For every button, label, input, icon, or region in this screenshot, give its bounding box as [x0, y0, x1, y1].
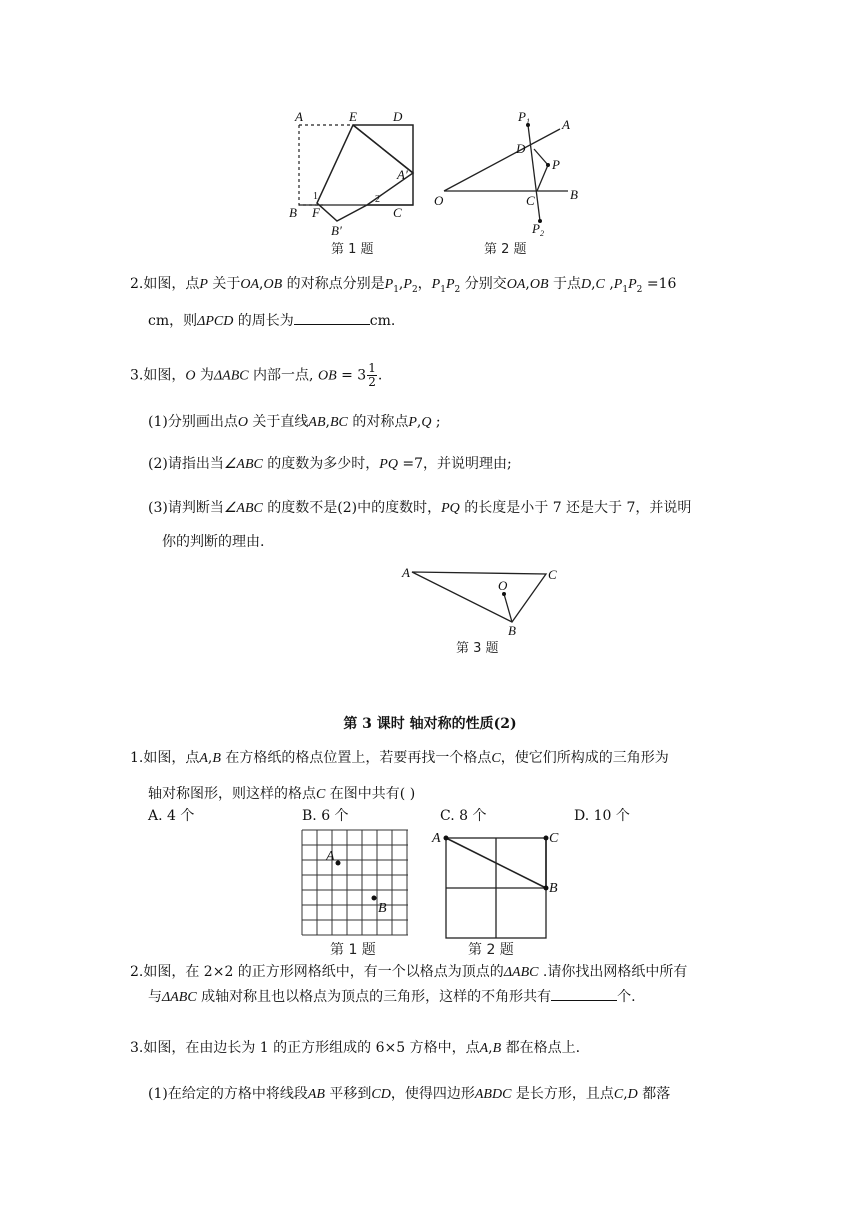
fig5-point-B [544, 886, 549, 891]
fig2-label-C: C [526, 193, 535, 208]
fig2-label-D: D [516, 141, 526, 156]
s2q1-line-2: 轴对称图形，则这样的格点C 在图中共有( ) [148, 786, 416, 802]
q3-line-1: 3.如图，O 为ΔABC 内部一点, OB = 3 $\frac{1}{2}$ . [130, 361, 383, 389]
fig5-caption: 第 2 题 [468, 942, 514, 958]
fig2-label-P1: $P_1$ [518, 109, 530, 126]
fig1-label-C: C [393, 205, 402, 220]
fig3-label-A: A [402, 565, 410, 580]
option-c[interactable]: C. 8 个 [440, 808, 487, 824]
fig1-label-A-prime: A′ [397, 167, 408, 182]
figure-1 [285, 105, 420, 260]
fig1-label-D: D [393, 109, 403, 124]
fig5-label-C: C [549, 831, 559, 846]
q3-fraction: $\frac{1}{2}$ [368, 361, 376, 389]
fig3-label-C: C [548, 567, 557, 582]
fig3-caption: 第 3 题 [456, 641, 499, 656]
fig2-label-O: O [434, 193, 444, 208]
fig4-label-A: A [326, 849, 335, 864]
fig2-label-P2: $P_2$ [532, 221, 544, 238]
fig1-label-F: F [312, 205, 320, 220]
fig4-point-B [372, 896, 377, 901]
fig3-label-O: O [498, 578, 508, 593]
figure-4-grid [296, 826, 416, 960]
fig2-point-P [546, 163, 550, 167]
s2q2-answer-blank[interactable] [551, 986, 617, 1001]
fig1-angle-1: 1 [313, 191, 318, 202]
fig1-dashed-original [299, 125, 353, 205]
fig2-label-A: A [562, 117, 570, 132]
fig2-PD [534, 149, 548, 165]
fig2-ray-OA [444, 129, 560, 191]
fig4-grid-lines [302, 830, 408, 935]
q2-line-1: 2.如图，点P 关于OA,OB 的对称点分别是$P_1,P_2$，$P_1P_2$ 分别交OA,OB 于点D,C $,P_1P_2 =16$ [130, 276, 677, 295]
q3-sub-1: (1)分别画出点O 关于直线AB,BC 的对称点P,Q ; [148, 414, 441, 430]
option-d[interactable]: D. 10 个 [574, 808, 630, 824]
fig1-angle-2: 2 [375, 194, 380, 205]
s2q2-line-2: 与ΔABC 成轴对称且也以格点为顶点的三角形，这样的不角形共有 个. [148, 986, 636, 1008]
option-a[interactable]: A. 4 个 [148, 808, 195, 824]
fig4-label-B: B [378, 901, 387, 916]
fig3-segment-OB [504, 594, 512, 622]
fig5-label-A: A [432, 831, 441, 846]
option-b[interactable]: B. 6 个 [302, 808, 349, 824]
section-title: 第 3 课时 轴对称的性质(2) [343, 716, 517, 732]
fig1-caption: 第 1 题 [331, 242, 374, 257]
fig5-point-A [444, 836, 449, 841]
fig3-triangle [412, 572, 546, 622]
q2-line-2: cm，则ΔPCD 的周长为 cm. [148, 310, 395, 332]
fig2-caption: 第 2 题 [484, 242, 527, 257]
fig5-point-C [544, 836, 549, 841]
q2-answer-blank[interactable] [294, 310, 370, 325]
s2q3-line-1: 3.如图，在由边长为 1 的正方形组成的 6×5 方格中，点A,B 都在格点上. [130, 1040, 581, 1056]
figure-2 [428, 105, 598, 260]
fig3-label-B: B [508, 623, 516, 638]
figure-3 [396, 560, 568, 660]
q3-sub-3-cont: 你的判断的理由. [162, 534, 265, 550]
s2q3-sub-1: (1)在给定的方格中将线段AB 平移到CD，使得四边形ABDC 是长方形，且点C,D 都落 [148, 1086, 671, 1102]
fig1-crease [353, 125, 413, 173]
fig5-label-B: B [549, 881, 558, 896]
figure-5-grid [428, 826, 568, 960]
fig4-caption: 第 1 题 [330, 942, 376, 958]
fig1-label-B-prime: B′ [331, 223, 342, 238]
fig2-label-B: B [570, 187, 578, 202]
fig1-label-E: E [349, 109, 357, 124]
fig2-PC [537, 165, 548, 191]
q3-sub-2: (2)请指出当∠ABC 的度数为多少时，PQ =7，并说明理由; [148, 456, 512, 472]
fig4-point-A [336, 861, 341, 866]
fig2-label-P: P [552, 157, 560, 172]
fig1-label-A: A [295, 109, 303, 124]
s2q2-line-1: 2.如图，在 2×2 的正方形网格纸中，有一个以格点为顶点的ΔABC .请你找出网格纸中所有 [130, 964, 688, 980]
q3-sub-3: (3)请判断当∠ABC 的度数不是(2)中的度数时，PQ 的长度是小于 7 还是大于 7，并说明 [148, 500, 692, 516]
fig1-label-B: B [289, 205, 297, 220]
s2q1-line-1: 1.如图，点A,B 在方格纸的格点位置上，若要再找一个格点C，使它们所构成的三角形为 [130, 750, 669, 766]
